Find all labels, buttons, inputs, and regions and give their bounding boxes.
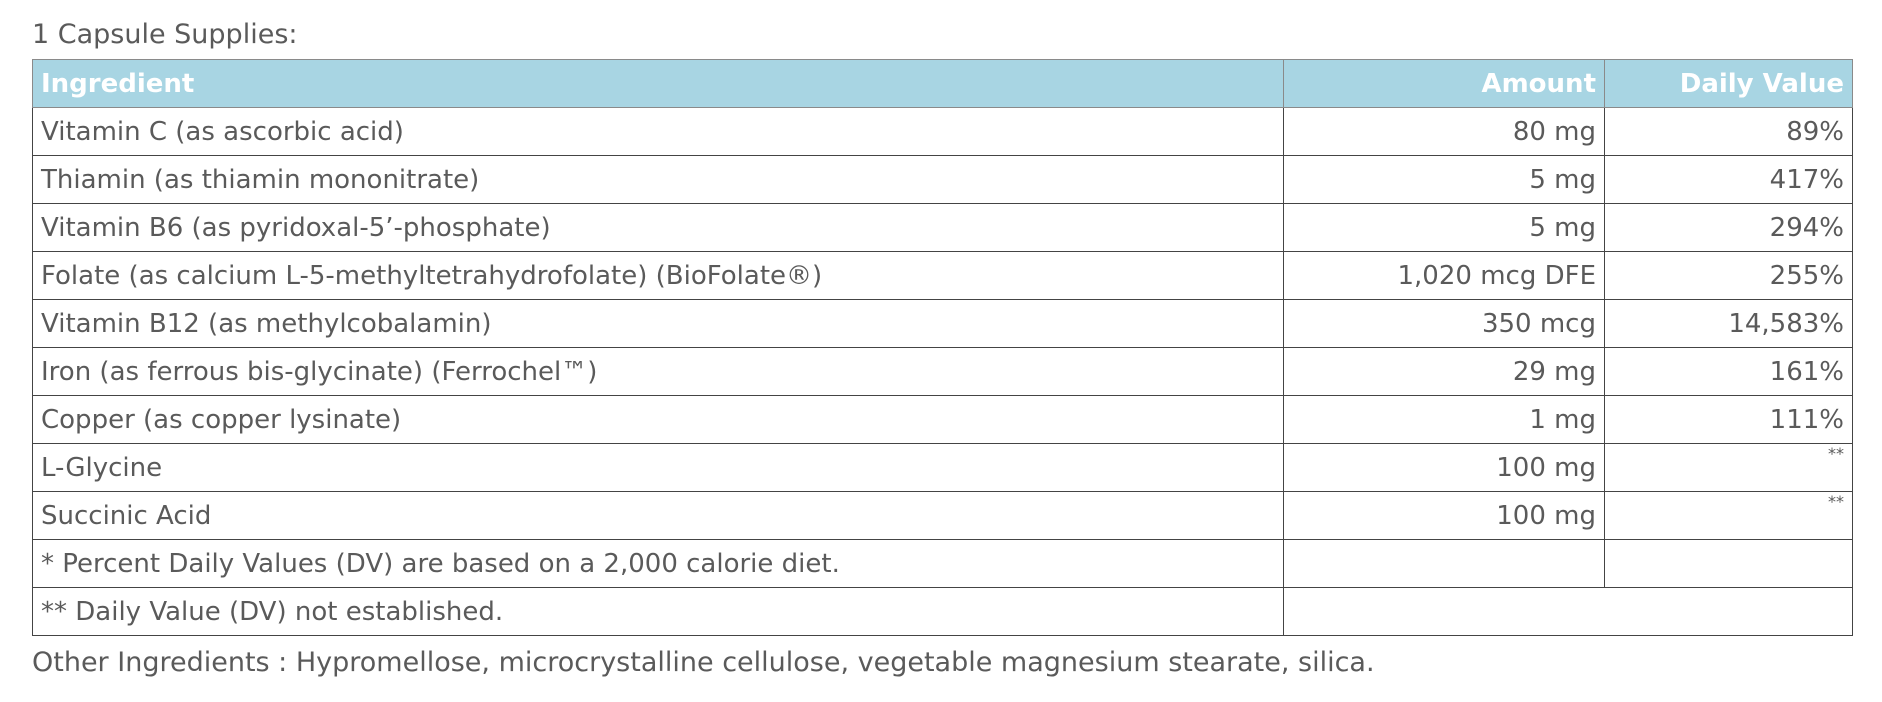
amount-cell: 1,020 mcg DFE [1284, 252, 1605, 300]
daily-value-cell: 111% [1605, 396, 1853, 444]
amount-cell: 100 mg [1284, 492, 1605, 540]
daily-value-cell: ** [1605, 444, 1853, 492]
ingredient-cell: Iron (as ferrous bis-glycinate) (Ferrochel™) [33, 348, 1284, 396]
ingredient-cell: L-Glycine [33, 444, 1284, 492]
supplement-facts-table [32, 59, 1853, 636]
amount-cell: 100 mg [1284, 444, 1605, 492]
table-row [33, 204, 1853, 252]
table-row [33, 108, 1853, 156]
footnote-percent-dv: * Percent Daily Values (DV) are based on a 2,000 calorie diet. [33, 540, 1284, 588]
empty-cell [1284, 540, 1605, 588]
footnote-row [33, 540, 1853, 588]
daily-value-cell: 161% [1605, 348, 1853, 396]
amount-cell: 80 mg [1284, 108, 1605, 156]
table-row [33, 492, 1853, 540]
footnote-row [33, 588, 1853, 636]
ingredient-cell: Thiamin (as thiamin mononitrate) [33, 156, 1284, 204]
serving-size-label: 1 Capsule Supplies: [32, 19, 298, 50]
daily-value-cell: 89% [1605, 108, 1853, 156]
table-row [33, 444, 1853, 492]
amount-cell: 1 mg [1284, 396, 1605, 444]
header-ingredient: Ingredient [33, 60, 1284, 108]
amount-cell: 5 mg [1284, 204, 1605, 252]
ingredient-cell: Succinic Acid [33, 492, 1284, 540]
ingredient-cell: Vitamin C (as ascorbic acid) [33, 108, 1284, 156]
daily-value-cell: 14,583% [1605, 300, 1853, 348]
footnote-dv-not-established: ** Daily Value (DV) not established. [33, 588, 1284, 636]
amount-cell: 350 mcg [1284, 300, 1605, 348]
ingredient-cell: Copper (as copper lysinate) [33, 396, 1284, 444]
table-row [33, 348, 1853, 396]
header-amount: Amount [1284, 60, 1605, 108]
other-ingredients: Other Ingredients : Hypromellose, microcrystalline cellulose, vegetable magnesium stearate, silica. [32, 647, 1375, 678]
amount-cell: 29 mg [1284, 348, 1605, 396]
table-row [33, 252, 1853, 300]
empty-cell [1605, 540, 1853, 588]
amount-cell: 5 mg [1284, 156, 1605, 204]
daily-value-cell: 294% [1605, 204, 1853, 252]
header-daily-value: Daily Value [1605, 60, 1853, 108]
daily-value-cell: 417% [1605, 156, 1853, 204]
ingredient-cell: Vitamin B6 (as pyridoxal-5’-phosphate) [33, 204, 1284, 252]
empty-cell [1284, 588, 1853, 636]
table-header-row [33, 60, 1853, 108]
ingredient-cell: Folate (as calcium L-5-methyltetrahydrofolate) (BioFolate®) [33, 252, 1284, 300]
ingredient-cell: Vitamin B12 (as methylcobalamin) [33, 300, 1284, 348]
table-row [33, 396, 1853, 444]
table-row [33, 156, 1853, 204]
daily-value-cell: 255% [1605, 252, 1853, 300]
table-row [33, 300, 1853, 348]
daily-value-cell: ** [1605, 492, 1853, 540]
